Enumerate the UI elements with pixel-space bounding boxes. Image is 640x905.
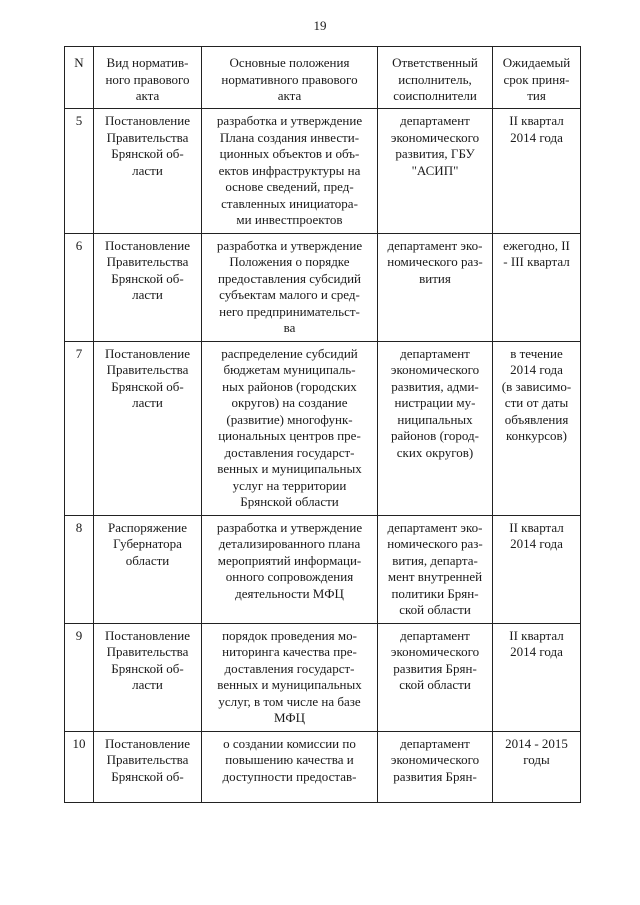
executor-cell-line: ниципальных [397,411,473,427]
provisions-cell-line: него предпринимательст- [219,303,360,319]
term-cell [493,233,581,341]
term-cell-line: 2014 - 2015 [505,735,568,751]
provisions-cell-line: разработка и утверждение [216,237,363,253]
executor-cell-line: районов (город- [391,428,479,443]
provisions-cell [202,341,378,515]
act-type-cell-line: Правительства [106,129,189,145]
act-type-cell-line: ласти [132,287,163,302]
table-row [65,341,581,515]
executor-cell-line: "АСИП" [411,162,459,178]
provisions-cell-line: порядок проведения мо- [222,627,357,643]
provisions-cell-line: Брянской области [240,494,339,509]
term-cell-line: - III квартал [503,254,570,269]
page-number: 19 [313,18,327,33]
provisions-cell-line: ми инвестпроектов [236,212,343,227]
provisions-cell-line: субъектам малого и сред- [219,287,360,302]
provisions-cell-line: МФЦ [273,710,306,725]
act-type-cell-line: Постановление [105,345,190,361]
provisions-cell-line: о создании комиссии по [223,735,356,751]
term-cell-line: 2014 года [510,129,563,145]
term-cell-line: ежегодно, II [503,237,570,253]
act-type-cell-line: Правительства [106,254,189,269]
provisions-cell-line: ниторинга качества пре- [222,644,357,659]
term-cell-line: (в зависимо- [501,378,572,394]
provisions-cell-line: бюджетам муниципаль- [223,362,356,377]
provisions-cell-line: онного сопровождения [225,569,354,584]
table-header-row [65,47,581,109]
act-type-cell-line: ласти [132,395,163,410]
executor-cell-line: номического раз- [387,254,483,269]
executor-cell [378,515,493,623]
executor-cell-line: департамент [400,345,470,361]
act-type-cell [94,515,202,623]
provisions-cell-line: услуг на территории [232,477,347,493]
act-type-cell-line: Постановление [105,113,190,128]
provisions-cell-line: детализированного плана [218,536,361,551]
executor-cell-line: экономического [390,129,480,145]
term-cell-line: годы [523,752,550,767]
header-line: Ответственный [392,55,478,70]
act-type-cell [94,109,202,234]
act-type-cell-line: Брянской об- [111,660,184,676]
executor-cell [378,341,493,515]
table-body [65,109,581,803]
executor-cell-line: номического раз- [387,536,483,551]
act-type-cell-line: Постановление [105,735,190,751]
executor-cell-line: развития, адми- [391,378,479,394]
row-number: 10 [65,731,94,802]
provisions-cell-line: мероприятий информаци- [217,552,362,568]
executor-cell-line: экономического [390,644,480,659]
provisions-cell-line: ва [283,320,296,335]
provisions-cell-line: распределение субсидий [221,345,358,361]
act-type-cell [94,341,202,515]
executor-cell-line: вития [419,270,451,286]
term-cell-line: конкурсов) [506,428,567,443]
provisions-cell-line: разработка и утверждение [216,113,363,128]
provisions-cell-line: Плана создания инвести- [219,129,360,145]
provisions-cell [202,109,378,234]
provisions-cell-line: (развитие) многофунк- [226,411,353,427]
executor-cell-line: развития, ГБУ [395,146,475,161]
act-type-cell-line: Брянской об- [111,378,184,394]
provisions-cell-line: основе сведений, пред- [225,179,354,194]
header-act-type [94,47,202,109]
executor-cell-line: ских округов) [396,444,474,460]
act-type-cell-line: Брянской об- [111,146,184,161]
act-type-cell-line: Губернатора [113,536,182,551]
row-number: 9 [65,623,94,731]
provisions-cell-line: циональных центров пре- [218,428,361,443]
header-line: срок приня- [503,71,570,87]
executor-cell-line: экономического [390,752,480,767]
term-cell-line: 2014 года [510,536,563,551]
executor-cell [378,109,493,234]
executor-cell-line: вития, департа- [392,552,478,568]
term-cell-line: 2014 года [510,362,563,377]
header-line: тия [527,88,546,103]
header-line: акта [135,88,160,103]
executor-cell-line: ской области [399,677,471,692]
executor-cell-line: мент внутренней [387,569,483,584]
executor-cell-line: развития Брян- [393,768,477,784]
executor-cell-line: департамент [400,627,470,643]
act-type-cell-line: Постановление [105,627,190,643]
act-type-cell-line: ласти [132,677,163,692]
executor-cell-line: департамент [400,113,470,128]
provisions-cell-line: разработка и утверждение [216,519,363,535]
term-cell-line: II квартал [509,519,564,535]
row-number: 5 [65,109,94,234]
term-cell-line: сти от даты [504,395,569,410]
provisions-cell-line: венных и муниципальных [217,461,362,476]
provisions-cell-line: Положения о порядке [229,254,350,269]
table-row [65,233,581,341]
provisions-cell [202,233,378,341]
header-number [65,47,94,109]
table-row [65,515,581,623]
act-type-cell-line: Брянской об- [111,270,184,286]
header-provisions [202,47,378,109]
table-row [65,623,581,731]
row-number: 6 [65,233,94,341]
term-cell [493,731,581,802]
header-line: нормативного правового [221,71,358,87]
executor-cell-line: ской области [399,602,471,617]
header-line: ного правового [105,71,190,87]
provisions-cell-line: венных и муниципальных [217,677,362,692]
act-type-cell-line: Правительства [106,362,189,377]
provisions-cell [202,623,378,731]
header-line: N [74,55,84,70]
act-type-cell [94,623,202,731]
act-type-cell-line: области [125,552,170,568]
header-line: Вид норматив- [106,55,189,70]
provisions-cell-line: деятельности МФЦ [235,585,344,601]
row-number: 7 [65,341,94,515]
executor-cell-line: нистрации му- [394,395,476,410]
executor-cell-line: департамент эко- [387,519,483,535]
provisions-cell-line: предоставления субсидий [217,270,362,286]
term-cell-line: объявления [504,411,569,427]
term-cell [493,515,581,623]
provisions-cell-line: доставления государст- [224,444,355,460]
header-line: Ожидаемый [502,55,571,70]
header-executor [378,47,493,109]
term-cell-line: 2014 года [510,644,563,659]
executor-cell [378,233,493,341]
header-line: Основные положения [229,55,350,70]
table-row [65,109,581,234]
executor-cell [378,731,493,802]
executor-cell-line: экономического [390,362,480,377]
executor-cell-line: департамент [400,735,470,751]
provisions-cell-line: ставленных инициатора- [221,195,358,211]
act-type-cell [94,233,202,341]
header-term [493,47,581,109]
provisions-cell [202,515,378,623]
provisions-cell-line: услуг, в том числе на базе [218,693,361,709]
executor-cell-line: развития Брян- [393,660,477,676]
provisions-cell-line: ных районов (городских [222,378,357,394]
act-type-cell-line: Правительства [106,644,189,659]
act-type-cell-line: Брянской об- [111,768,184,784]
header-line: соисполнители [393,88,477,103]
act-type-cell-line: Правительства [106,752,189,767]
term-cell-line: II квартал [509,627,564,643]
provisions-cell-line: доступности предостав- [222,768,357,784]
act-type-cell [94,731,202,802]
act-type-cell-line: Распоряжение [108,519,187,535]
provisions-cell-line: доставления государст- [224,660,355,676]
term-cell-line: в течение [510,345,563,361]
regulatory-acts-table [64,46,581,803]
term-cell-line: II квартал [509,113,564,128]
term-cell [493,623,581,731]
executor-cell-line: департамент эко- [387,237,483,253]
provisions-cell [202,731,378,802]
provisions-cell-line: округов) на создание [231,395,348,410]
provisions-cell-line: повышению качества и [225,752,354,767]
header-line: акта [277,88,302,103]
act-type-cell-line: ласти [132,162,163,178]
table-row [65,731,581,802]
term-cell [493,341,581,515]
header-line: исполнитель, [398,71,472,87]
row-number: 8 [65,515,94,623]
act-type-cell-line: Постановление [105,237,190,253]
executor-cell [378,623,493,731]
term-cell [493,109,581,234]
provisions-cell-line: ектов инфраструктуры на [218,162,361,178]
executor-cell-line: политики Брян- [391,585,479,601]
provisions-cell-line: ционных объектов и объ- [219,146,360,161]
